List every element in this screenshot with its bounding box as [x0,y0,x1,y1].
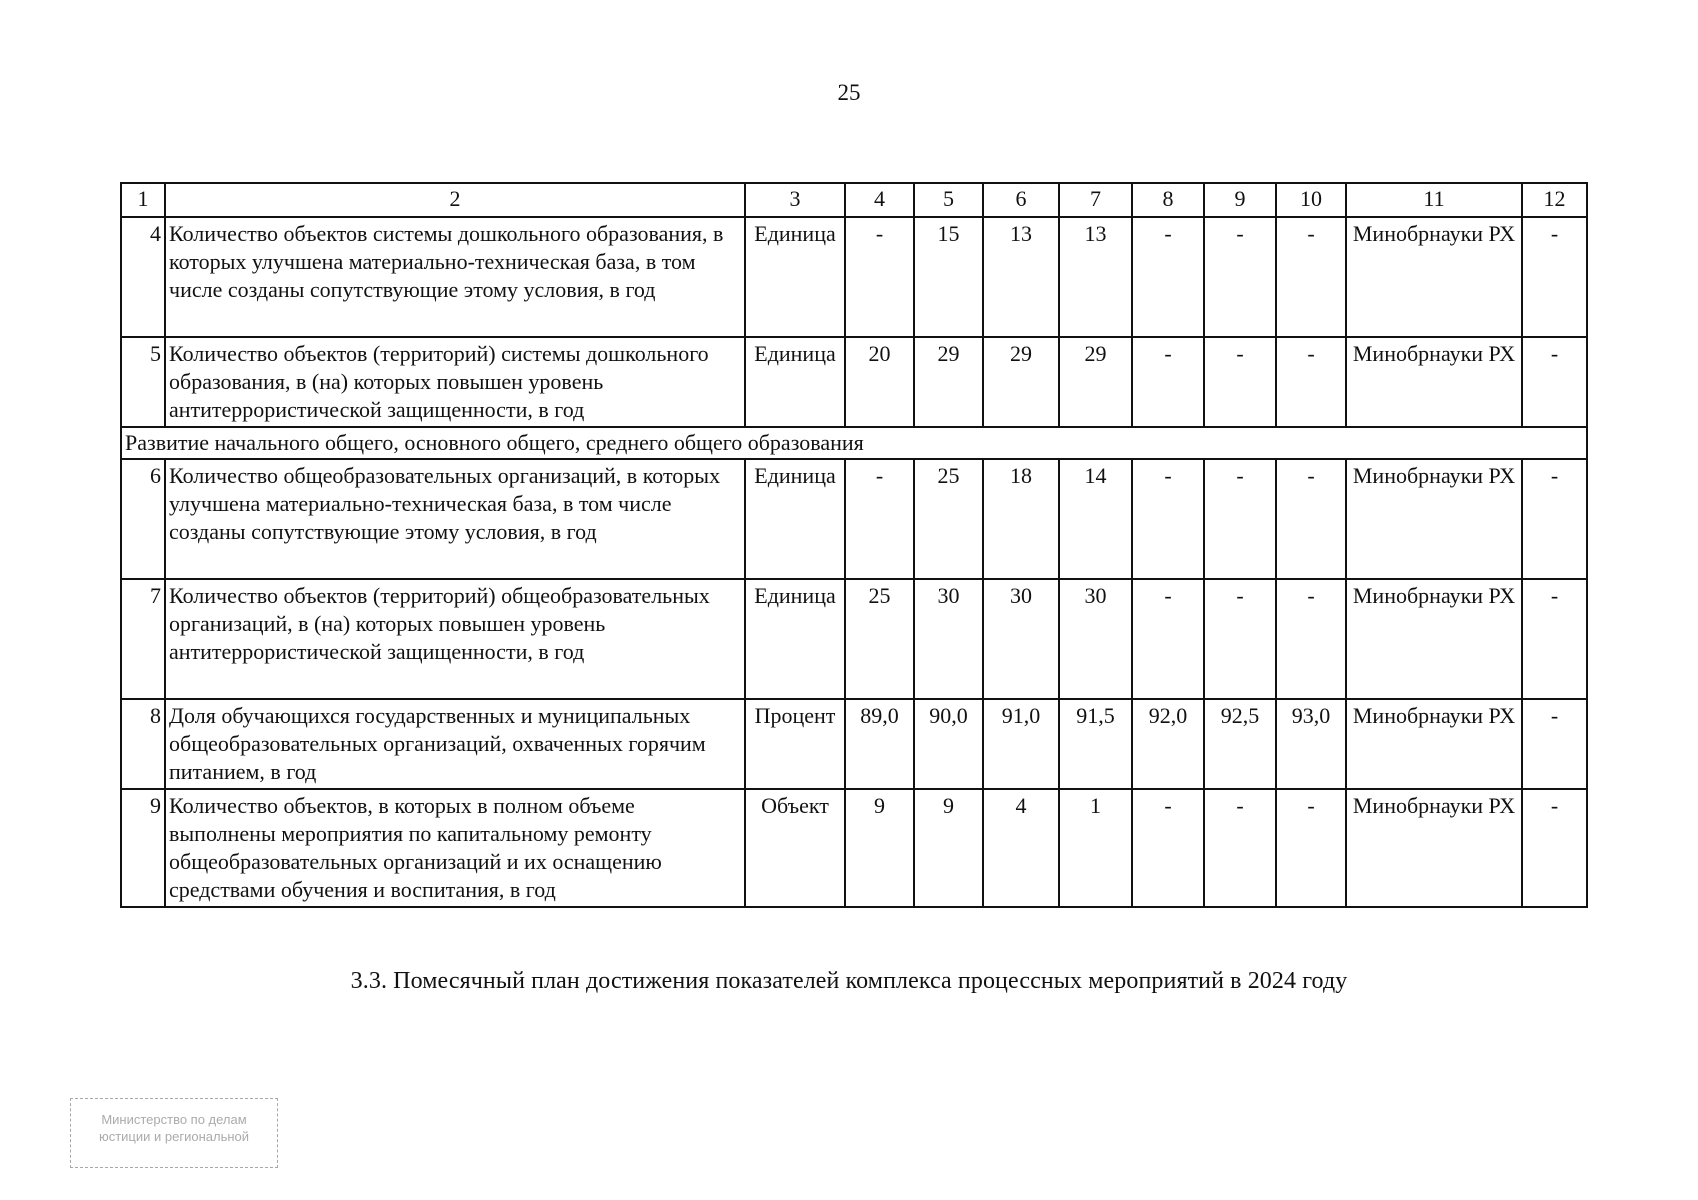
value-cell: - [1204,337,1276,427]
registration-stamp [70,1098,278,1168]
responsible-cell: Минобрнауки РХ [1346,789,1522,907]
value-cell: - [1204,579,1276,699]
indicator-name: Количество объектов (территорий) общеобразовательных организаций, в (на) которых повышен уровень антитеррористической защищенности, в год [165,579,745,699]
value-cell: - [1276,217,1346,337]
value-cell: - [845,217,914,337]
indicator-name: Количество объектов (территорий) системы дошкольного образования, в (на) которых повышен уровень антитеррористической защищенности, в год [165,337,745,427]
unit-cell: Единица [745,217,845,337]
value-cell: - [1276,579,1346,699]
responsible-cell: Минобрнауки РХ [1346,217,1522,337]
value-cell: 91,5 [1059,699,1132,789]
value-cell: - [1132,789,1204,907]
table-row [121,337,1587,427]
row-number: 7 [121,579,165,699]
value-cell: - [1522,789,1587,907]
column-header: 8 [1132,183,1204,217]
column-header: 3 [745,183,845,217]
responsible-cell: Минобрнауки РХ [1346,579,1522,699]
responsible-cell: Минобрнауки РХ [1346,699,1522,789]
responsible-cell: Минобрнауки РХ [1346,337,1522,427]
row-number: 6 [121,459,165,579]
unit-cell: Процент [745,699,845,789]
unit-cell: Единица [745,337,845,427]
value-cell: 93,0 [1276,699,1346,789]
value-cell: - [1522,217,1587,337]
value-cell: - [1276,789,1346,907]
value-cell: 15 [914,217,983,337]
section-heading: 3.3. Помесячный план достижения показателей комплекса процессных мероприятий в 2024 году [350,968,1348,994]
stamp-line: юстиции и региональной [98,1129,250,1144]
value-cell: 90,0 [914,699,983,789]
section-label: Развитие начального общего, основного общего, среднего общего образования [121,427,1587,459]
value-cell: 13 [1059,217,1132,337]
value-cell: - [1204,217,1276,337]
column-header: 7 [1059,183,1132,217]
value-cell: 30 [914,579,983,699]
value-cell: 29 [1059,337,1132,427]
value-cell: - [1276,459,1346,579]
column-header: 2 [165,183,745,217]
value-cell: - [1522,459,1587,579]
row-number: 5 [121,337,165,427]
column-header: 1 [121,183,165,217]
column-header: 5 [914,183,983,217]
row-number: 8 [121,699,165,789]
unit-cell: Объект [745,789,845,907]
value-cell: 92,5 [1204,699,1276,789]
section-row [121,427,1587,459]
value-cell: 14 [1059,459,1132,579]
table-row [121,699,1587,789]
table-row [121,217,1587,337]
indicators-table [120,182,1588,908]
table-row [121,789,1587,907]
responsible-cell: Минобрнауки РХ [1346,459,1522,579]
value-cell: 91,0 [983,699,1059,789]
value-cell: 18 [983,459,1059,579]
value-cell: - [1522,699,1587,789]
value-cell: - [1204,789,1276,907]
value-cell: 9 [845,789,914,907]
indicator-name: Количество объектов, в которых в полном объеме выполнены мероприятия по капитальному ремонту общеобразовательных организаций и их оснащению средствами обучения и воспитания, в год [165,789,745,907]
row-number: 9 [121,789,165,907]
column-header: 6 [983,183,1059,217]
column-header: 9 [1204,183,1276,217]
value-cell: - [1204,459,1276,579]
value-cell: 25 [914,459,983,579]
indicator-name: Количество объектов системы дошкольного образования, в которых улучшена материально-техническая база, в том числе созданы сопутствующие этому условия, в год [165,217,745,337]
value-cell: 92,0 [1132,699,1204,789]
value-cell: - [1132,459,1204,579]
value-cell: 1 [1059,789,1132,907]
value-cell: - [845,459,914,579]
unit-cell: Единица [745,579,845,699]
value-cell: - [1522,579,1587,699]
value-cell: - [1132,217,1204,337]
table-row [121,579,1587,699]
value-cell: 9 [914,789,983,907]
column-header: 10 [1276,183,1346,217]
value-cell: 13 [983,217,1059,337]
value-cell: - [1132,337,1204,427]
value-cell: 20 [845,337,914,427]
value-cell: - [1522,337,1587,427]
indicator-name: Количество общеобразовательных организаций, в которых улучшена материально-техническая база, в том числе созданы сопутствующие этому условия, в год [165,459,745,579]
table-header-row [121,183,1587,217]
indicator-name: Доля обучающихся государственных и муниципальных общеобразовательных организаций, охваченных горячим питанием, в год [165,699,745,789]
page-number: 25 [837,80,861,105]
value-cell: 29 [983,337,1059,427]
value-cell: 89,0 [845,699,914,789]
value-cell: 30 [1059,579,1132,699]
value-cell: - [1132,579,1204,699]
stamp-line: Министерство по делам [101,1112,247,1127]
value-cell: 4 [983,789,1059,907]
value-cell: - [1276,337,1346,427]
value-cell: 30 [983,579,1059,699]
row-number: 4 [121,217,165,337]
unit-cell: Единица [745,459,845,579]
column-header: 11 [1346,183,1522,217]
column-header: 12 [1522,183,1587,217]
value-cell: 29 [914,337,983,427]
table-row [121,459,1587,579]
column-header: 4 [845,183,914,217]
value-cell: 25 [845,579,914,699]
